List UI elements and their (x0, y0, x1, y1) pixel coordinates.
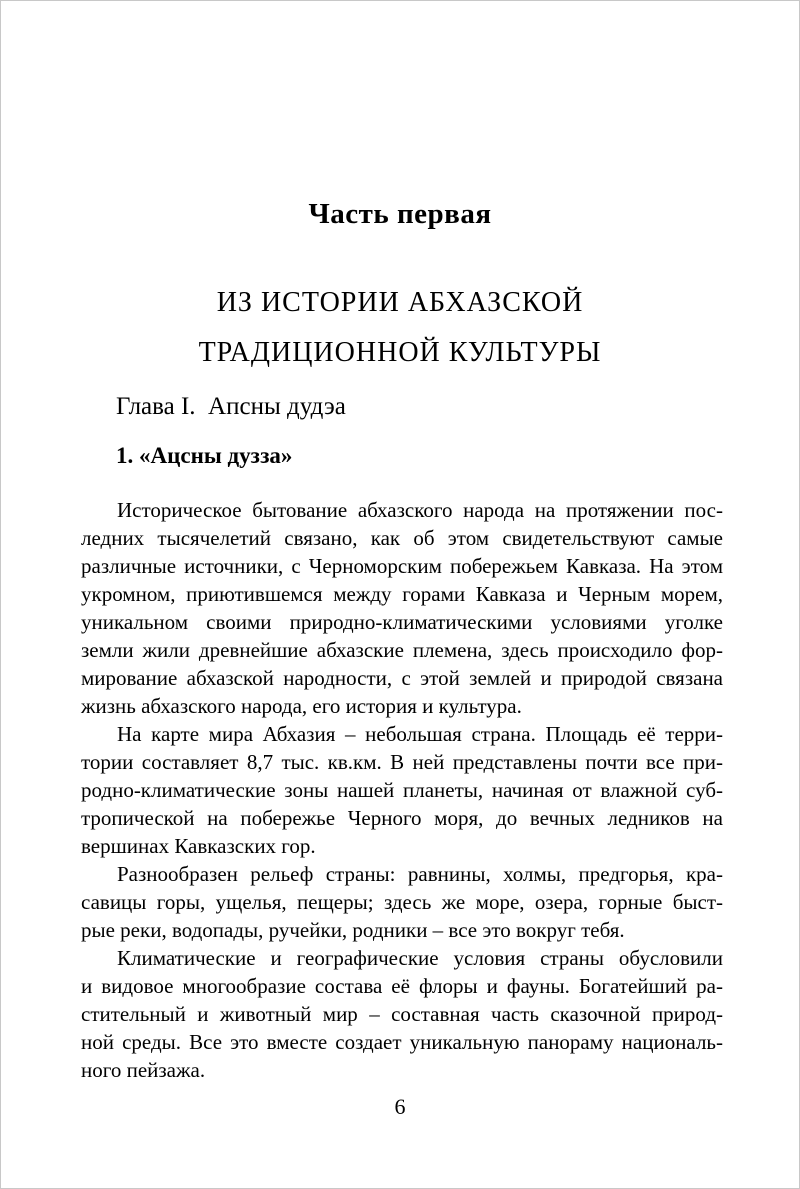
body-line: жизнь абхазского народа, его история и культура. (81, 694, 522, 718)
main-title-line: ИЗ ИСТОРИИ АБХАЗСКОЙ (216, 287, 584, 318)
body-line: На карте мира Абхазия – небольшая страна. Площадь её терри- (117, 722, 723, 746)
body-line: Климатические и географические условия страны обусловили (117, 946, 723, 970)
main-title (1, 278, 799, 378)
paragraph (81, 944, 723, 1084)
paragraph (81, 720, 723, 860)
main-title-line: ТРАДИЦИОННОЙ КУЛЬТУРЫ (198, 337, 602, 368)
body-line: Разнообразен рельеф страны: равнины, холмы, предгорья, кра- (117, 862, 723, 886)
body-line: вершинах Кавказских гор. (81, 834, 316, 858)
body-line: земли жили древнейшие абхазские племена, здесь происходило фор- (81, 638, 723, 662)
page-number: 6 (394, 1094, 406, 1119)
paragraph (81, 496, 723, 720)
body-line: ледних тысячелетий связано, как об этом свидетельствуют самые (81, 526, 723, 550)
body-text (1, 496, 799, 1084)
chapter-heading: Глава I. Апсны дудэа (116, 393, 346, 420)
body-line: Историческое бытование абхазского народа на протяжении пос- (117, 498, 723, 522)
section-heading: 1. «Ацсны дузза» (116, 443, 293, 468)
body-line: ного пейзажа. (81, 1058, 206, 1082)
body-line: тропической на побережье Черного моря, до вечных ледников на (81, 806, 723, 830)
body-line: родно-климатические зоны нашей планеты, начиная от влажной суб- (81, 778, 723, 802)
paragraph (81, 860, 723, 944)
body-line: укромном, приютившемся между горами Кавказа и Черным морем, (81, 582, 723, 606)
body-line: стительный и животный мир – составная часть сказочной природ- (81, 1002, 723, 1026)
body-line: рые реки, водопады, ручейки, родники – все это вокруг тебя. (81, 918, 625, 942)
body-line: и видовое многообразие состава её флоры и фауны. Богатейший ра- (81, 974, 723, 998)
body-line: различные источники, с Черноморским побережьем Кавказа. На этом (81, 554, 723, 578)
body-line: савицы горы, ущелья, пещеры; здесь же море, озера, горные быст- (81, 890, 723, 914)
body-line: ной среды. Все это вместе создает уникальную панораму националь- (81, 1030, 723, 1054)
body-line: тории составляет 8,7 тыс. кв.км. В ней представлены почти все при- (81, 750, 723, 774)
body-line: уникальном своими природно-климатическими условиями уголке (81, 610, 723, 634)
body-line: мирование абхазской народности, с этой землей и природой связана (81, 666, 723, 690)
part-title: Часть первая (308, 198, 492, 230)
